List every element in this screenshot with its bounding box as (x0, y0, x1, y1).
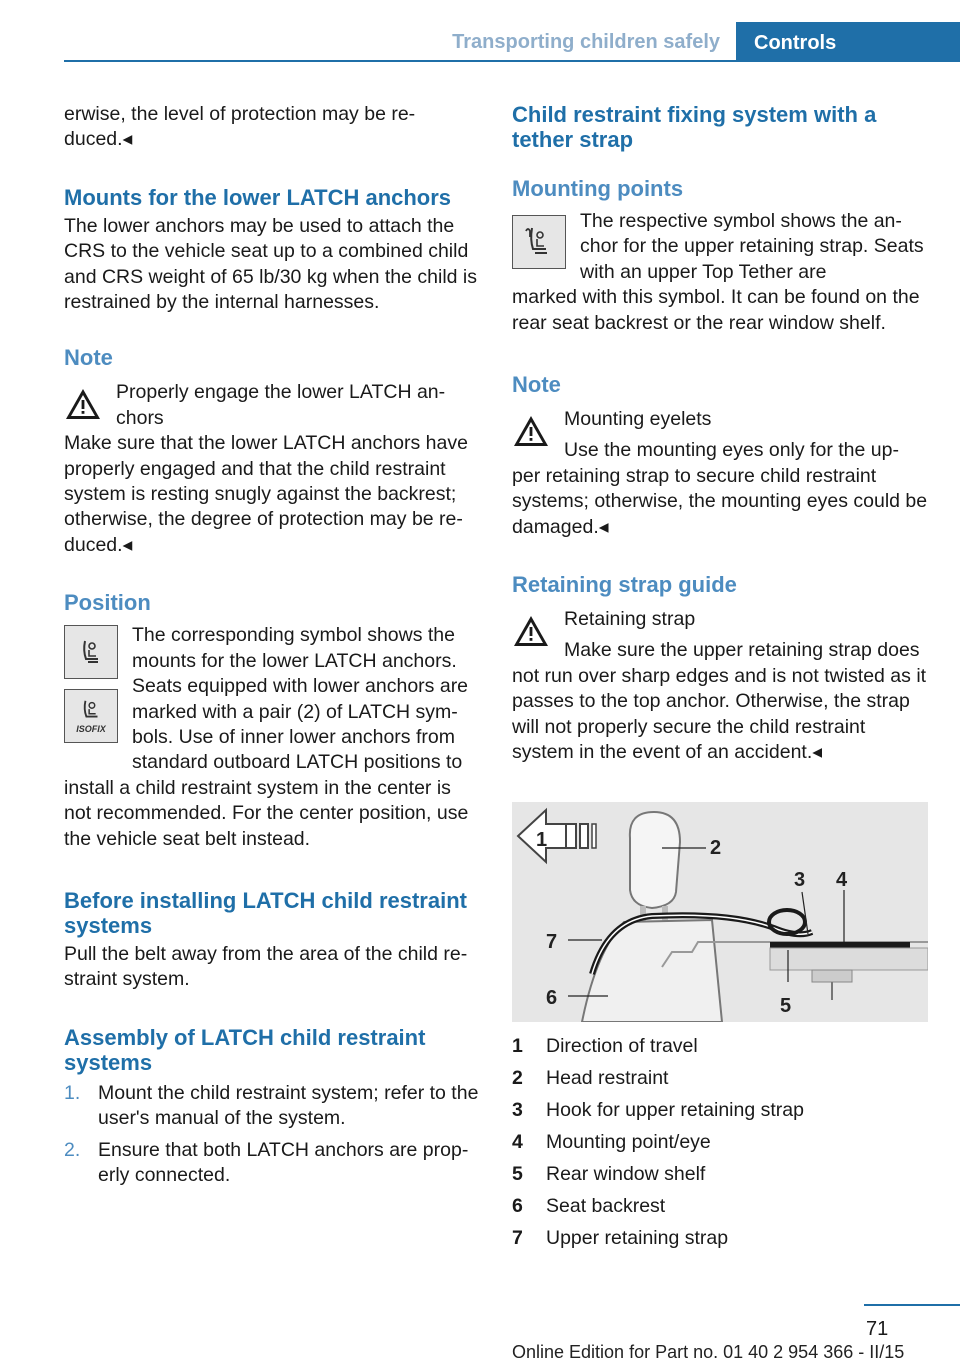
assembly-heading: Assembly of LATCH child restraint systems (64, 1024, 426, 1075)
note-text-right: per retaining strap to secure child restraint systems; otherwise, the mounting eyes could be damaged.◂ (512, 464, 928, 538)
figure-label-6: 6 (546, 986, 558, 1009)
note-heading: Note (64, 345, 113, 371)
assembly-steps (64, 1081, 480, 1189)
header-section-title: Transporting children safely (452, 31, 720, 53)
mounts-heading: Mounts for the lower LATCH anchors (64, 184, 452, 210)
position-text-1: The corresponding symbol shows the mounts for the lower LATCH anchors. Seats equipped with lower anchors are marked with a pair (2) of LATCH sym-bols. Use of inner lower anchors from standard outboard LATCH positions to (132, 624, 469, 774)
before-text: Pull the belt away from the area of the child re-straint system. (64, 942, 468, 991)
guide-line: Make sure the upper retaining strap does (564, 639, 920, 662)
isofix-label: ISOFIX (76, 724, 106, 735)
list-item: 5 Rear window shelf (512, 1162, 706, 1185)
isofix-seat-icon (64, 689, 118, 743)
guide-text: not run over sharp edges and is not twisted as it passes to the top anchor. Otherwise, the strap will not properly secure the child restraint system in the event of an accident.◂ (512, 664, 927, 764)
figure-label-1: 1 (536, 828, 548, 851)
top-tether-icon (512, 215, 566, 269)
note-title: Properly engage the lower LATCH an-chors (116, 381, 446, 429)
figure-label-5: 5 (780, 994, 792, 1017)
page-number: 71 (866, 1318, 889, 1340)
header-chapter-tab[interactable]: Controls (736, 22, 960, 61)
list-item: 3 Hook for upper retaining strap (512, 1098, 804, 1121)
figure-label-4: 4 (836, 868, 848, 891)
before-heading: Before installing LATCH child restraint systems (64, 887, 467, 938)
mounts-text: The lower anchors may be used to attach the CRS to the vehicle seat up to a combined child and CRS weight of 65 lb/30 kg when the child is restrained by the internal harnesses. (64, 214, 477, 314)
latch-symbols (64, 625, 118, 775)
mounting-text-2: marked with this symbol. It can be found on the rear seat backrest or the rear window shelf. (512, 286, 920, 334)
note-line-right: Use the mounting eyes only for the up- (564, 439, 899, 462)
list-item: 1. Mount the child restraint system; refer to the user's manual of the system. (64, 1081, 479, 1130)
mounting-text-1: The respective symbol shows the an-chor for the upper retaining strap. Seats with an upper Top Tether are (580, 210, 924, 283)
footer-edition: Online Edition for Part no. 01 40 2 954 366 - II/15 (512, 1342, 905, 1362)
right-column (512, 102, 930, 1254)
left-column (64, 102, 480, 1194)
figure-legend (512, 1030, 930, 1254)
note-title-right: Mounting eyelets (564, 408, 712, 431)
position-text-2: install a child restraint system in the center is not recommended. For the center position, use the vehicle seat belt instead. (64, 776, 469, 850)
list-item: 2 Head restraint (512, 1066, 669, 1089)
warning-triangle-icon (512, 613, 550, 649)
warning-block (64, 380, 480, 431)
warning-triangle-icon (64, 386, 102, 422)
list-item: 2. Ensure that both LATCH anchors are prop-erly connected. (64, 1138, 469, 1186)
warning-triangle-icon (512, 413, 550, 449)
strap-diagram (512, 802, 928, 1022)
position-heading: Position (64, 590, 151, 616)
intro-text: erwise, the level of protection may be re-duced.◂ (64, 103, 416, 151)
tether-heading: Child restraint fixing system with a tether strap (512, 102, 877, 152)
latch-seat-icon (64, 625, 118, 679)
figure-label-2: 2 (710, 836, 722, 859)
figure-label-3: 3 (794, 868, 806, 891)
warning-block-right (512, 407, 930, 464)
list-item: 4 Mounting point/eye (512, 1130, 711, 1153)
note-heading-right: Note (512, 372, 561, 398)
guide-heading: Retaining strap guide (512, 572, 737, 598)
warning-block-guide (512, 607, 930, 664)
header-rule (64, 60, 960, 62)
mounting-block (512, 209, 930, 285)
list-item: 7 Upper retaining strap (512, 1226, 729, 1249)
list-item: 1 Direction of travel (512, 1034, 698, 1057)
mounting-heading: Mounting points (512, 176, 684, 201)
footer-rule (864, 1304, 960, 1306)
position-block (64, 623, 480, 775)
list-item: 6 Seat backrest (512, 1194, 666, 1217)
page-header (0, 0, 960, 62)
retaining-strap-figure (512, 802, 928, 1022)
guide-title: Retaining strap (564, 608, 696, 631)
figure-label-7: 7 (546, 930, 558, 953)
note-text: Make sure that the lower LATCH anchors have properly engaged and that the child restraint system is resting snugly against the backrest; otherwise, the degree of protection may be re-duced.◂ (64, 432, 468, 556)
